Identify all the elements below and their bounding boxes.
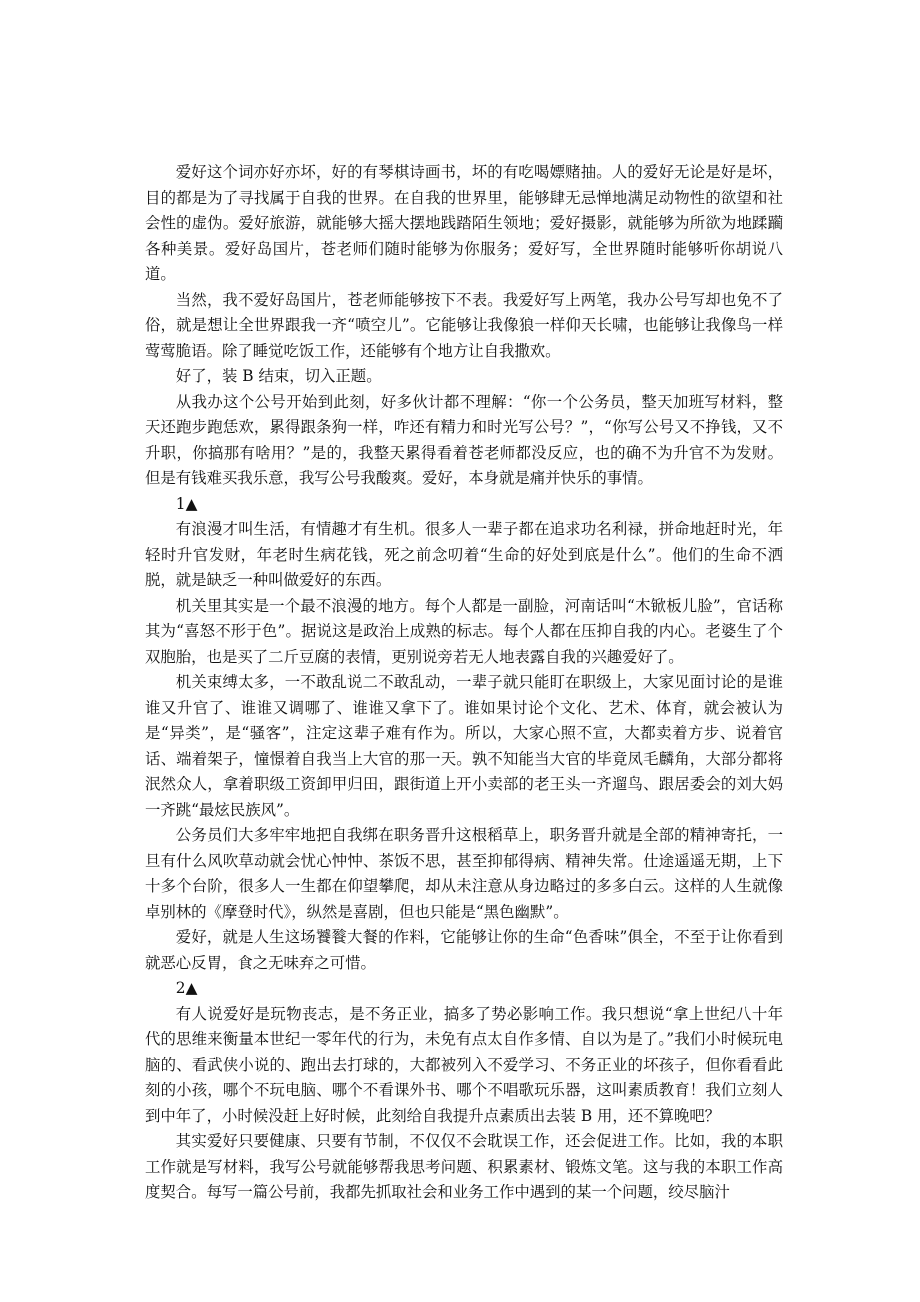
section-marker-1: 1▲ (175, 494, 198, 513)
paragraph: 其实爱好只要健康、只要有节制，不仅仅不会耽误工作，还会促进工作。比如，我的本职工作就是写材料，我写公号就能够帮我思考问题、积累素材、锻炼文笔。这与我的本职工作高度契合。每写一篇公号前，我都先抓取社会和业务工作中遇到的某一个问题，绞尽脑汁 (145, 1132, 783, 1201)
paragraph: 当然，我不爱好岛国片，苍老师能够按下不表。我爱好写上两笔，我办公号写却也免不了俗，就是想让全世界跟我一齐“喷空儿”。它能够让我像狼一样仰天长啸，也能够让我像鸟一样莺莺脆语。除了睡觉吃饭工作，还能够有个地方让自我撒欢。 (145, 290, 783, 360)
paragraph: 爱好，就是人生这场饕餮大餐的作料，它能够让你的生命“色香味”俱全，不至于让你看到就恶心反胃，食之无味弃之可惜。 (145, 928, 783, 972)
paragraph: 有人说爱好是玩物丧志，是不务正业，搞多了势必影响工作。我只想说“拿上世纪八十年代的思维来衡量本世纪一零年代的行为，未免有点太自作多情、自以为是了。”我们小时候玩电脑的、看武侠小说的、跑出去打球的，大都被列入不爱学习、不务正业的坏孩子，但你看看此刻的小孩，哪个不玩电脑、哪个不看课外书、哪个不唱歌玩乐器，这叫素质教育！我们立刻人到中年了，小时候没赶上好时候，此刻给自我提升点素质出去装 B 用，还不算晚吧？ (145, 1004, 783, 1125)
paragraph: 有浪漫才叫生活，有情趣才有生机。很多人一辈子都在追求功名利禄，拼命地赶时光，年轻时升官发财，年老时生病花钱，死之前念叨着“生命的好处到底是什么”。他们的生命不洒脱，就是缺乏一种叫做爱好的东西。 (145, 520, 783, 589)
paragraph: 从我办这个公号开始到此刻，好多伙计都不理解：“你一个公务员，整天加班写材料，整天还跑步跑恁欢，累得跟条狗一样，咋还有精力和时光写公号？”，“你写公号又不挣钱，又不升职，你搞那有啥用？”是的，我整天累得看着苍老师都没反应，也的确不为升官不为发财。但是有钱难买我乐意，我写公号我酸爽。爱好，本身就是痛并快乐的事情。 (145, 392, 783, 487)
paragraph: 公务员们大多牢牢地把自我绑在职务晋升这根稻草上，职务晋升就是全部的精神寄托，一旦有什么风吹草动就会忧心忡忡、茶饭不思，甚至抑郁得病、精神失常。仕途遥遥无期，上下十多个台阶，很多人一生都在仰望攀爬，却从未注意从身边略过的多多白云。这样的人生就像卓别林的《摩登时代》，纵然是喜剧，但也只能是“黑色幽默”。 (145, 826, 783, 921)
section-marker-2: 2▲ (175, 979, 198, 997)
paragraph: 好了，装 B 结束，切入正题。 (175, 367, 382, 385)
paragraph: 机关束缚太多，一不敢乱说二不敢乱动，一辈子就只能盯在职级上，大家见面讨论的是谁谁又升官了、谁谁又调哪了、谁谁又拿下了。谁如果讨论个文化、艺术、体育，就会被认为是“异类”，是“骚客”，注定这辈子难有作为。所以，大家心照不宣，大都卖着方步、说着官话、端着架子，憧憬着自我当上大官的那一天。孰不知能当大官的毕竟凤毛麟角，大部分都将泯然众人，拿着职级工资卸甲归田，跟街道上开小卖部的老王头一齐遛鸟、跟居委会的刘大妈一齐跳“最炫民族风”。 (145, 673, 783, 819)
paragraph: 机关里其实是一个最不浪漫的地方。每个人都是一副脸，河南话叫“木锨板儿脸”，官话称其为“喜怒不形于色”。据说这是政治上成熟的标志。每个人都在压抑自我的内心。老婆生了个双胞胎，也是买了二斤豆腐的表情，更别说旁若无人地表露自我的兴趣爱好了。 (145, 596, 783, 666)
paragraph-intro: 爱好这个词亦好亦坏，好的有琴棋诗画书，坏的有吃喝嫖赌抽。人的爱好无论是好是坏，目的都是为了寻找属于自我的世界。在自我的世界里，能够肆无忌惮地满足动物性的欲望和社会性的虚伪。爱好旅游，就能够大摇大摆地践踏陌生领地；爱好摄影，就能够为所欲为地蹂躏各种美景。爱好岛国片，苍老师们随时能够为你服务；爱好写，全世界随时能够听你胡说八道。 (145, 163, 783, 283)
article-body (145, 160, 783, 1206)
